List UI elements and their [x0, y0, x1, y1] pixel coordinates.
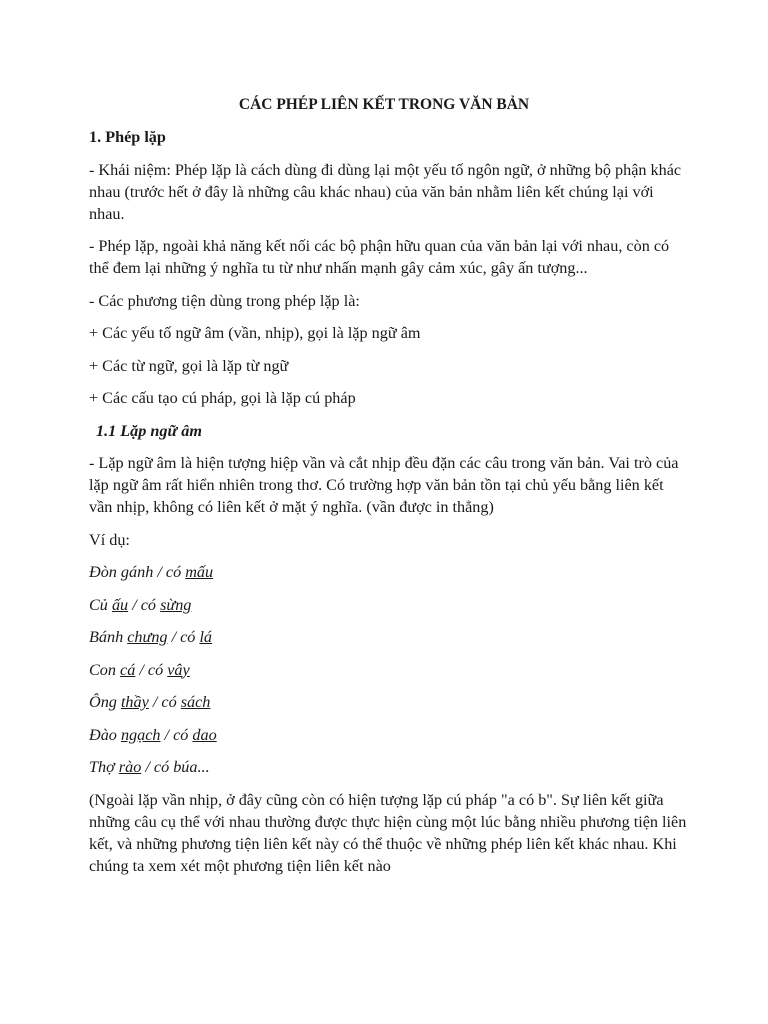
list-item: + Các yếu tố ngữ âm (vần, nhịp), gọi là lặp ngữ âm	[89, 324, 421, 342]
example-label: Ví dụ:	[89, 530, 130, 549]
document-body	[89, 126, 689, 887]
paragraph-means: - Các phương tiện dùng trong phép lặp là:	[89, 291, 360, 310]
section-heading-1: 1. Phép lặp	[89, 128, 166, 146]
example-line: Củ ấu / có sừng	[89, 595, 192, 614]
example-line: Ông thầy / có sách	[89, 693, 211, 711]
paragraph-definition: - Khái niệm: Phép lặp là cách dùng đi dùng lại một yếu tố ngôn ngữ, ở những bộ phận khác nhau (trước hết ở đây là những câu khác nhau) của văn bản nhằm liên kết chúng lại với nhau.	[89, 160, 682, 223]
paragraph-note: (Ngoài lặp vần nhịp, ở đây cũng còn có hiện tượng lặp cú pháp "a có b". Sự liên kết giữa những câu cụ thể với nhau thường được thực hiện cùng một lúc bằng nhiều phương tiện liên kết, và những phương tiện liên kết này có thể thuộc về những phép liên kết khác nhau. Khi chúng ta xem xét một phương tiện liên kết nào	[89, 790, 687, 875]
document-title: CÁC PHÉP LIÊN KẾT TRONG VĂN BẢN	[238, 96, 530, 113]
example-line: Thợ rào / có búa...	[89, 758, 210, 776]
list-item: + Các từ ngữ, gọi là lặp từ ngữ	[89, 356, 289, 375]
section-heading-1-1: 1.1 Lặp ngữ âm	[96, 421, 202, 440]
paragraph-phonetic: - Lặp ngữ âm là hiện tượng hiệp vần và cắt nhịp đều đặn các câu trong văn bản. Vai trò của lặp ngữ âm rất hiển nhiên trong thơ. Có trường hợp văn bản tồn tại chủ yếu bằng liên kết vần nhịp, không có liên kết ở mặt ý nghĩa. (vần được in thẳng)	[89, 454, 679, 516]
example-line: Con cá / có vây	[89, 660, 190, 679]
list-item: + Các cấu tạo cú pháp, gọi là lặp cú pháp	[89, 389, 356, 407]
example-line: Đào ngạch / có dao	[89, 725, 217, 744]
paragraph-rhetoric: - Phép lặp, ngoài khả năng kết nối các bộ phận hữu quan của văn bản lại với nhau, còn có thể đem lại những ý nghĩa tu từ như nhấn mạnh gây cảm xúc, gây ấn tượng...	[89, 237, 670, 277]
example-line: Bánh chưng / có lá	[89, 628, 213, 646]
example-line: Đòn gánh / có mấu	[89, 563, 214, 581]
